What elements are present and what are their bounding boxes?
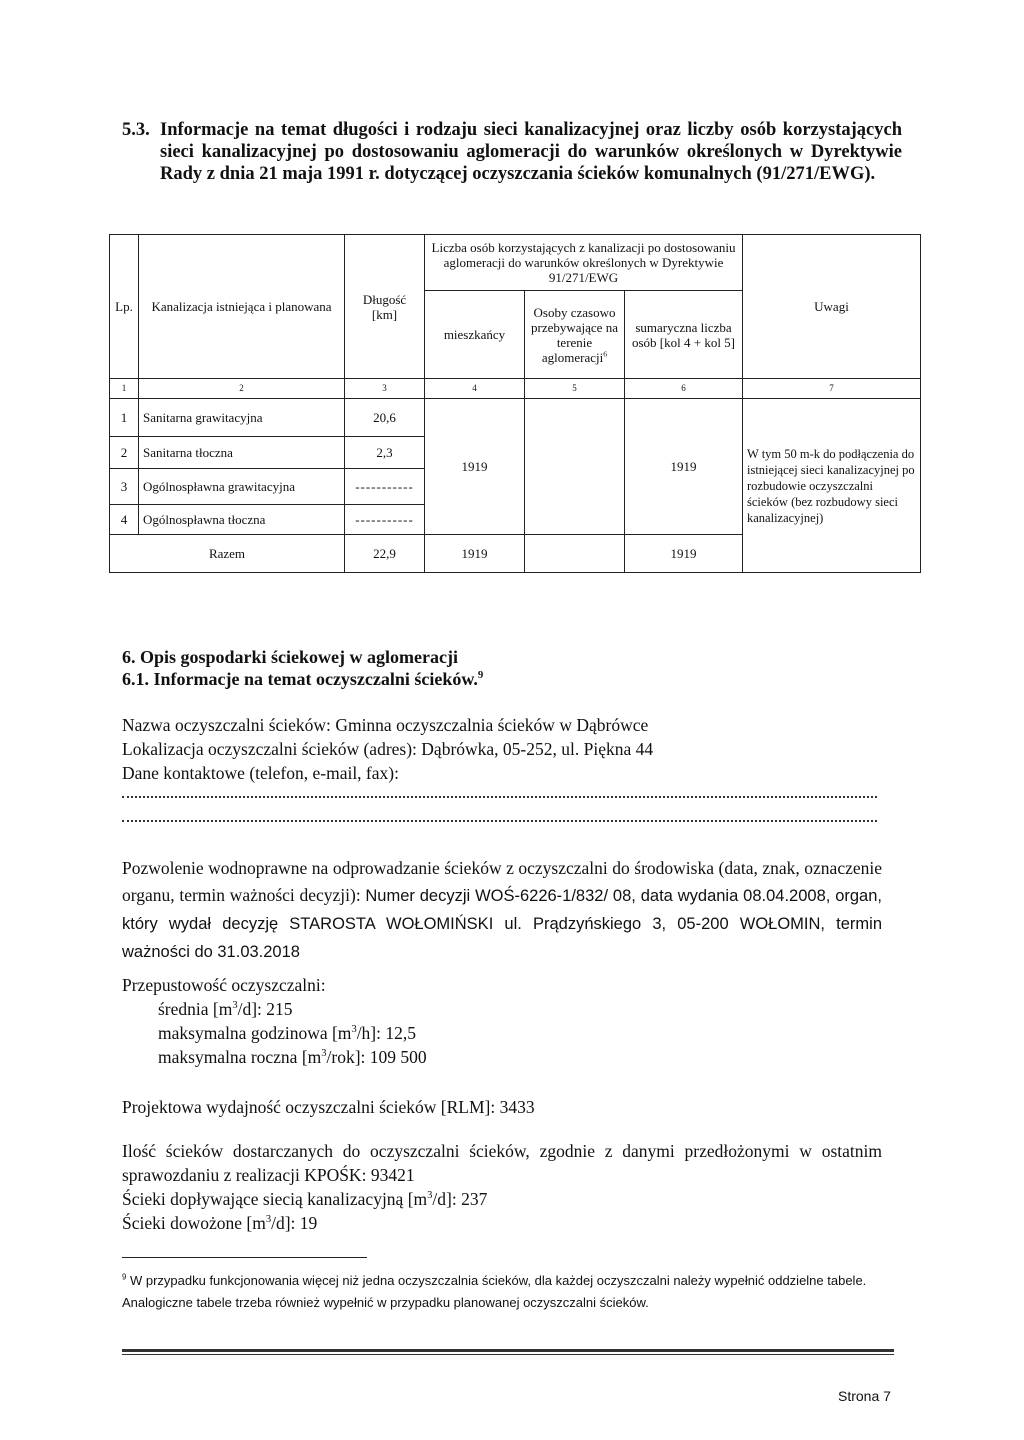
section-number: 5.3.: [122, 120, 150, 140]
col-index: 2: [139, 379, 345, 399]
footnote-ref-6: 6: [603, 349, 608, 359]
trucked-inflow-value: 19: [299, 1213, 318, 1233]
col-index: 4: [425, 379, 525, 399]
capacity-max-year: [122, 1045, 882, 1069]
permit-value: Numer decyzji WOŚ-6226-1/832/ 08, data wydania 08.04.2008, organ, który wydał decyzję STAROSTA WOŁOMIŃSKI ul. Prądzyńskiego 3, 05-200 WOŁOMIN, termin ważności do 31.03.2018: [122, 887, 882, 961]
table-row: [110, 399, 921, 437]
max-hour-value: 12,5: [385, 1023, 416, 1043]
section-heading-text: Informacje na temat długości i rodzaju sieci kanalizacyjnej oraz liczby osób korzystających sieci kanalizacyjnej po dostosowaniu aglomeracji do warunków określonych w Dyrektywie Rady z dnia 21 maja 1991 r. dotyczącej oczyszczania ścieków komunalnych (91/271/EWG).: [160, 120, 902, 184]
avg-value: 215: [266, 999, 293, 1019]
trucked-inflow-line: [122, 1211, 882, 1235]
row-lp: 4: [110, 505, 139, 535]
row-lp: 1: [110, 399, 139, 437]
contact-dotted-line-1: [122, 796, 877, 798]
max-year-label: maksymalna roczna [m: [158, 1047, 322, 1067]
capacity-average: [122, 997, 882, 1021]
footnote: [122, 1270, 902, 1314]
row-length: 20,6: [345, 399, 425, 437]
row-network: Ogólnospławna tłoczna: [139, 505, 345, 535]
row-lp: 3: [110, 469, 139, 505]
network-inflow-value: 237: [461, 1189, 488, 1209]
network-inflow-line: [122, 1187, 882, 1211]
col-index: 1: [110, 379, 139, 399]
section61-heading-text: 6.1. Informacje na temat oczyszczalni ścieków.: [122, 669, 478, 689]
plant-location-line: [122, 737, 882, 761]
capacity-max-hour: [122, 1021, 882, 1045]
page-number: Strona 7: [838, 1388, 891, 1404]
avg-label-unit: /d]:: [237, 999, 267, 1019]
sup-3: 3: [265, 1214, 272, 1226]
sup-3: 3: [427, 1190, 433, 1202]
col-index: 5: [525, 379, 625, 399]
notes-cell: W tym 50 m-k do podłączenia do istniejącej sieci kanalizacyjnej po rozbudowie oczyszczalni ścieków (bez rozbudowy sieci kanalizacyjnej): [743, 399, 921, 573]
header-notes: Uwagi: [743, 235, 921, 379]
residents-value: 1919: [425, 399, 525, 535]
col-index: 7: [743, 379, 921, 399]
row-length: -----------: [345, 469, 425, 505]
sum-length: 22,9: [345, 535, 425, 573]
header-lp: Lp.: [110, 235, 139, 379]
header-length: Długość [km]: [345, 235, 425, 379]
inflow-block: [122, 1187, 882, 1235]
plant-name-value: Gminna oczyszczalnia ścieków w Dąbrówce: [335, 715, 649, 735]
row-network: Sanitarna grawitacyjna: [139, 399, 345, 437]
row-network: Sanitarna tłoczna: [139, 437, 345, 469]
row-length: -----------: [345, 505, 425, 535]
capacity-block: [122, 973, 882, 1069]
trucked-inflow-unit: /d]:: [271, 1213, 300, 1233]
footer-rule-thin: [122, 1354, 894, 1355]
sum-residents: 1919: [425, 535, 525, 573]
trucked-inflow-label: Ścieki dowożone [m: [122, 1213, 266, 1233]
design-capacity-line: [122, 1095, 882, 1119]
max-year-value: 109 500: [369, 1047, 427, 1067]
col-index: 3: [345, 379, 425, 399]
delivered-value: 93421: [370, 1165, 415, 1185]
capacity-label: Przepustowość oczyszczalni:: [122, 975, 326, 995]
contact-dotted-line-2: [122, 820, 877, 822]
design-label: Projektowa wydajność oczyszczalni ścieków [RLM]:: [122, 1097, 496, 1117]
footnote-mark: 9: [122, 1272, 127, 1282]
footnote-text: W przypadku funkcjonowania więcej niż jedna oczyszczalnia ścieków, dla każdej oczyszczalni należy wypełnić oddzielne tabele. Analogiczne tabele trzeba również wypełnić w przypadku planowanej oczyszczalni ścieków.: [122, 1273, 867, 1310]
header-network: Kanalizacja istniejąca i planowana: [139, 235, 345, 379]
max-year-unit: /rok]:: [326, 1047, 370, 1067]
column-index-row: [110, 379, 921, 399]
header-temporary: [525, 291, 625, 379]
plant-name-label: Nazwa oczyszczalni ścieków:: [122, 715, 331, 735]
plant-contact-label: Dane kontaktowe (telefon, e-mail, fax):: [122, 763, 399, 783]
section-heading: [122, 119, 902, 185]
section6-heading: 6. Opis gospodarki ściekowej w aglomeracji: [122, 647, 458, 667]
max-hour-unit: /h]:: [356, 1023, 386, 1043]
header-people-group: Liczba osób korzystających z kanalizacji po dostosowaniu aglomeracji do warunków określonych w Dyrektywie 91/271/EWG: [425, 235, 743, 291]
delivered-label: Ilość ścieków dostarczanych do oczyszczalni ścieków, zgodnie z danymi przedłożonymi w ostatnim sprawozdaniu z realizacji KPOŚK:: [122, 1141, 882, 1185]
design-value: 3433: [499, 1097, 535, 1117]
temporary-value: [525, 399, 625, 535]
permit-paragraph: [122, 855, 882, 966]
avg-label: średnia [m: [158, 999, 233, 1019]
row-lp: 2: [110, 437, 139, 469]
footnote-separator: [122, 1257, 367, 1258]
header-temporary-label: Osoby czasowo przebywające na terenie aglomeracji: [531, 304, 618, 365]
table-header-row: [110, 235, 921, 291]
footer-rule: [122, 1349, 894, 1352]
header-residents: mieszkańcy: [425, 291, 525, 379]
delivered-paragraph: [122, 1139, 882, 1187]
sum-total: 1919: [625, 535, 743, 573]
sewer-network-table: [109, 234, 921, 573]
permit-label: Pozwolenie wodnoprawne na odprowadzanie ścieków z oczyszczalni do środowiska (data, znak, oznaczenie organu, termin ważności decyzji):: [122, 858, 882, 905]
row-length: 2,3: [345, 437, 425, 469]
sup-3: 3: [232, 1000, 238, 1012]
sup-3: 3: [321, 1048, 327, 1060]
sum-label: Razem: [110, 535, 345, 573]
total-value: 1919: [625, 399, 743, 535]
plant-location-label: Lokalizacja oczyszczalni ścieków (adres):: [122, 739, 417, 759]
col-index: 6: [625, 379, 743, 399]
plant-location-value: Dąbrówka, 05-252, ul. Piękna 44: [421, 739, 654, 759]
sum-temporary: [525, 535, 625, 573]
network-inflow-label: Ścieki dopływające siecią kanalizacyjną [m: [122, 1189, 428, 1209]
plant-details: [122, 713, 882, 785]
sup-3: 3: [351, 1024, 357, 1036]
header-total: sumaryczna liczba osób [kol 4 + kol 5]: [625, 291, 743, 379]
row-network: Ogólnospławna grawitacyjna: [139, 469, 345, 505]
footnote-ref-9: 9: [477, 669, 484, 681]
plant-name-line: [122, 713, 882, 737]
section61-heading: [122, 668, 483, 690]
network-inflow-unit: /d]:: [432, 1189, 462, 1209]
max-hour-label: maksymalna godzinowa [m: [158, 1023, 352, 1043]
